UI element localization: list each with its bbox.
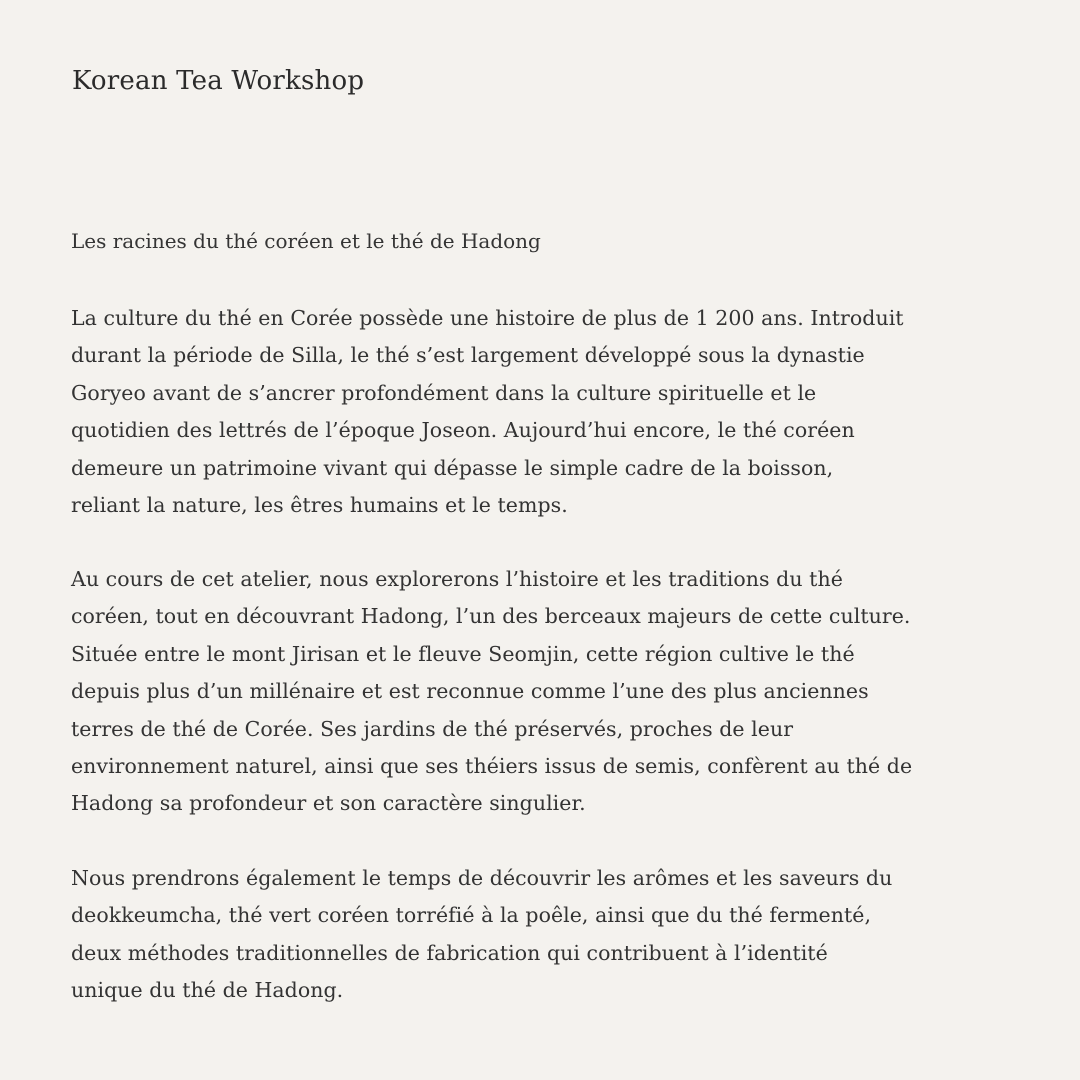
paragraph-line: Au cours de cet atelier, nous explorerons l’histoire et les traditions du thé [71, 567, 843, 591]
page-title: Korean Tea Workshop [72, 66, 365, 96]
paragraph-line: durant la période de Silla, le thé s’est largement développé sous la dynastie [71, 343, 865, 368]
paragraph-line: deokkeumcha, thé vert coréen torréfié à la poêle, ainsi que du thé fermenté, [71, 903, 872, 928]
paragraph-line: Goryeo avant de s’ancrer profondément dans la culture spirituelle et le [71, 380, 817, 405]
paragraph-line: terres de thé de Corée. Ses jardins de thé préservés, proches de leur [71, 716, 794, 741]
paragraph-line: quotidien des lettrés de l’époque Joseon. Aujourd’hui encore, le thé coréen [71, 418, 855, 443]
paragraph-line: Nous prendrons également le temps de découvrir les arômes et les saveurs du [71, 866, 893, 890]
paragraph-line: unique du thé de Hadong. [71, 978, 344, 1003]
paragraph-line: reliant la nature, les êtres humains et le temps. [71, 493, 568, 518]
paragraph-tasting [71, 860, 911, 1010]
paragraph-hadong [71, 561, 911, 823]
paragraph-line: environnement naturel, ainsi que ses théiers issus de semis, confèrent au thé de [71, 754, 913, 779]
paragraph-history [71, 300, 911, 524]
paragraph-line: Située entre le mont Jirisan et le fleuve Seomjin, cette région cultive le thé [71, 641, 855, 666]
paragraph-line: coréen, tout en découvrant Hadong, l’un des berceaux majeurs de cette culture. [71, 604, 911, 629]
paragraph-line: demeure un patrimoine vivant qui dépasse le simple cadre de la boisson, [71, 455, 834, 480]
paragraph-line: La culture du thé en Corée possède une histoire de plus de 1 200 ans. Introduit [71, 306, 904, 330]
paragraph-line: depuis plus d’un millénaire et est reconnue comme l’une des plus anciennes [71, 679, 869, 704]
paragraph-line: deux méthodes traditionnelles de fabrication qui contribuent à l’identité [71, 940, 828, 965]
section-heading: Les racines du thé coréen et le thé de Hadong [71, 229, 541, 253]
paragraph-line: Hadong sa profondeur et son caractère singulier. [71, 791, 586, 816]
